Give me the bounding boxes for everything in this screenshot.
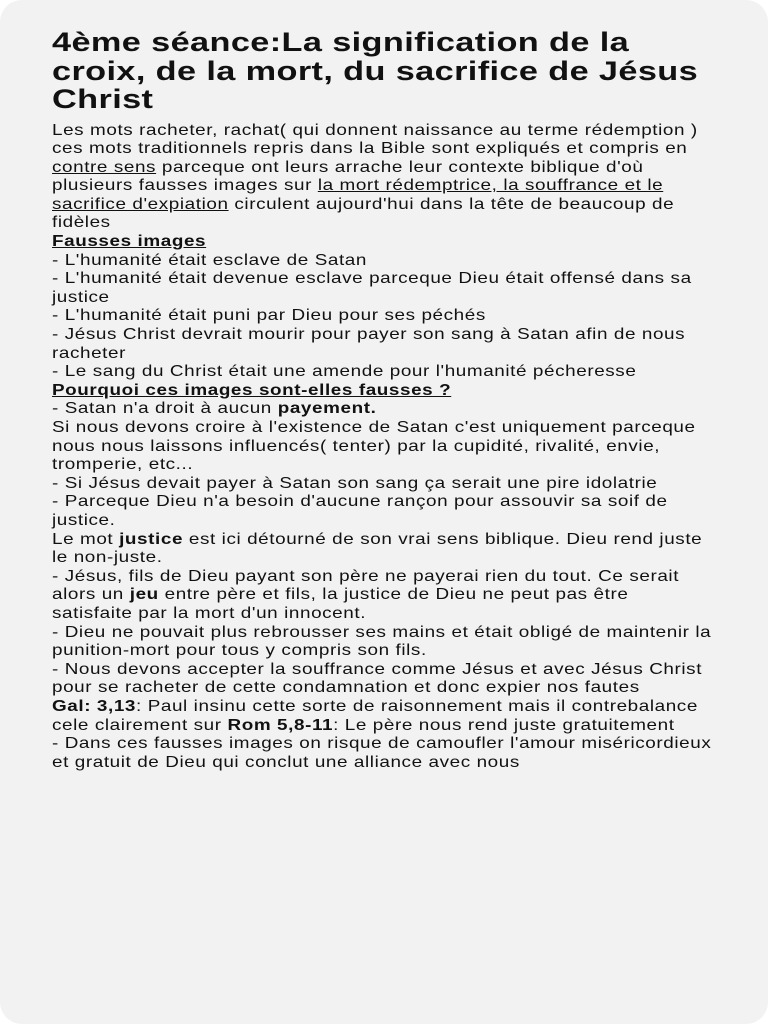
paragraph-rancon: - Parceque Dieu n'a besoin d'aucune rançon pour assouvir sa soif de justice. [52,493,668,529]
paragraph-conclusion: - Dans ces fausses images on risque de camoufler l'amour miséricordieux et gratuit de Dieu qui conclut une alliance avec nous [52,735,712,771]
intro-underline-contre-sens: contre sens [52,158,157,176]
justice-bold: justice [119,530,184,548]
gal-reference: Gal: 3,13 [52,697,137,715]
justice-text-c: est ici détourné de son vrai sens biblique. Dieu rend juste le non-juste. [52,530,703,567]
paragraph-souffrance: - Nous devons accepter la souffrance comme Jésus et avec Jésus Christ pour se racheter de cette condamnation et donc expier nos fautes [52,660,703,697]
list-item: - L'humanité était esclave de Satan [52,251,367,269]
list-item: - L'humanité était puni par Dieu pour ses péchés [52,307,486,325]
list-item: - Jésus Christ devrait mourir pour payer son sang à Satan afin de nous racheter [52,326,686,362]
paragraph-mains: - Dieu ne pouvait plus rebrousser ses mains et était obligé de maintenir la punition-mort pour tous y compris son fils. [52,623,712,660]
rom-text: : Le père nous rend juste gratuitement [333,716,675,734]
paragraph-satan [52,400,713,419]
justice-text-a: Le mot [52,530,120,548]
intro-text-3: circulent aujourd'hui dans la tête de beaucoup de fidèles [52,195,675,232]
document-body [52,122,713,773]
paragraph-jeu [52,568,713,624]
intro-text-2: parceque ont leurs arrache leur contexte biblique d'où plusieurs fausses images sur [52,158,644,195]
intro-text-1: Les mots racheter, rachat( qui donnent naissance au terme rédemption ) ces mots traditionnels repris dans la Bible sont expliqués et compris en [52,121,698,158]
paragraph-idolatrie: - Si Jésus devait payer à Satan son sang ça serait une pire idolatrie [52,474,658,492]
rom-reference: Rom 5,8-11 [227,716,334,734]
paragraph-existence-satan: Si nous devons croire à l'existence de Satan c'est uniquement parceque nous nous laissons influencés( tenter) par la cupidité, rivalité, envie, tromperie, etc... [52,419,696,474]
section-heading-pourquoi: Pourquoi ces images sont-elles fausses ? [52,381,452,399]
jeu-text-c: entre père et fils, la justice de Dieu ne peut pas être satisfaite par la mort d'un innocent. [52,586,629,622]
paragraph-justice [52,531,713,568]
paragraph-galates [52,698,713,735]
section-heading-fausses-images: Fausses images [52,233,207,251]
intro-underline-mort-redemptrice: la mort rédemptrice, la souffrance et le sacrifice d'expiation [52,177,664,213]
satan-text: - Satan n'a droit à aucun [52,400,278,418]
satan-bold-payement: payement. [277,400,377,418]
page-title: 4ème séance:La signification de la croix, de la mort, du sacrifice de Jésus Christ [52,27,699,114]
jeu-bold: jeu [129,586,159,604]
list-item: - Le sang du Christ était une amende pour l'humanité pécheresse [52,363,637,381]
gal-text: : Paul insinu cette sorte de raisonnement mais il contrebalance cele clairement sur [52,697,698,734]
jeu-text-a: - Jésus, fils de Dieu payant son père ne payerai rien du tout. Ce serait alors un [52,567,680,604]
intro-paragraph [52,122,713,234]
list-item: - L'humanité était devenue esclave parceque Dieu était offensé dans sa justice [52,270,692,306]
